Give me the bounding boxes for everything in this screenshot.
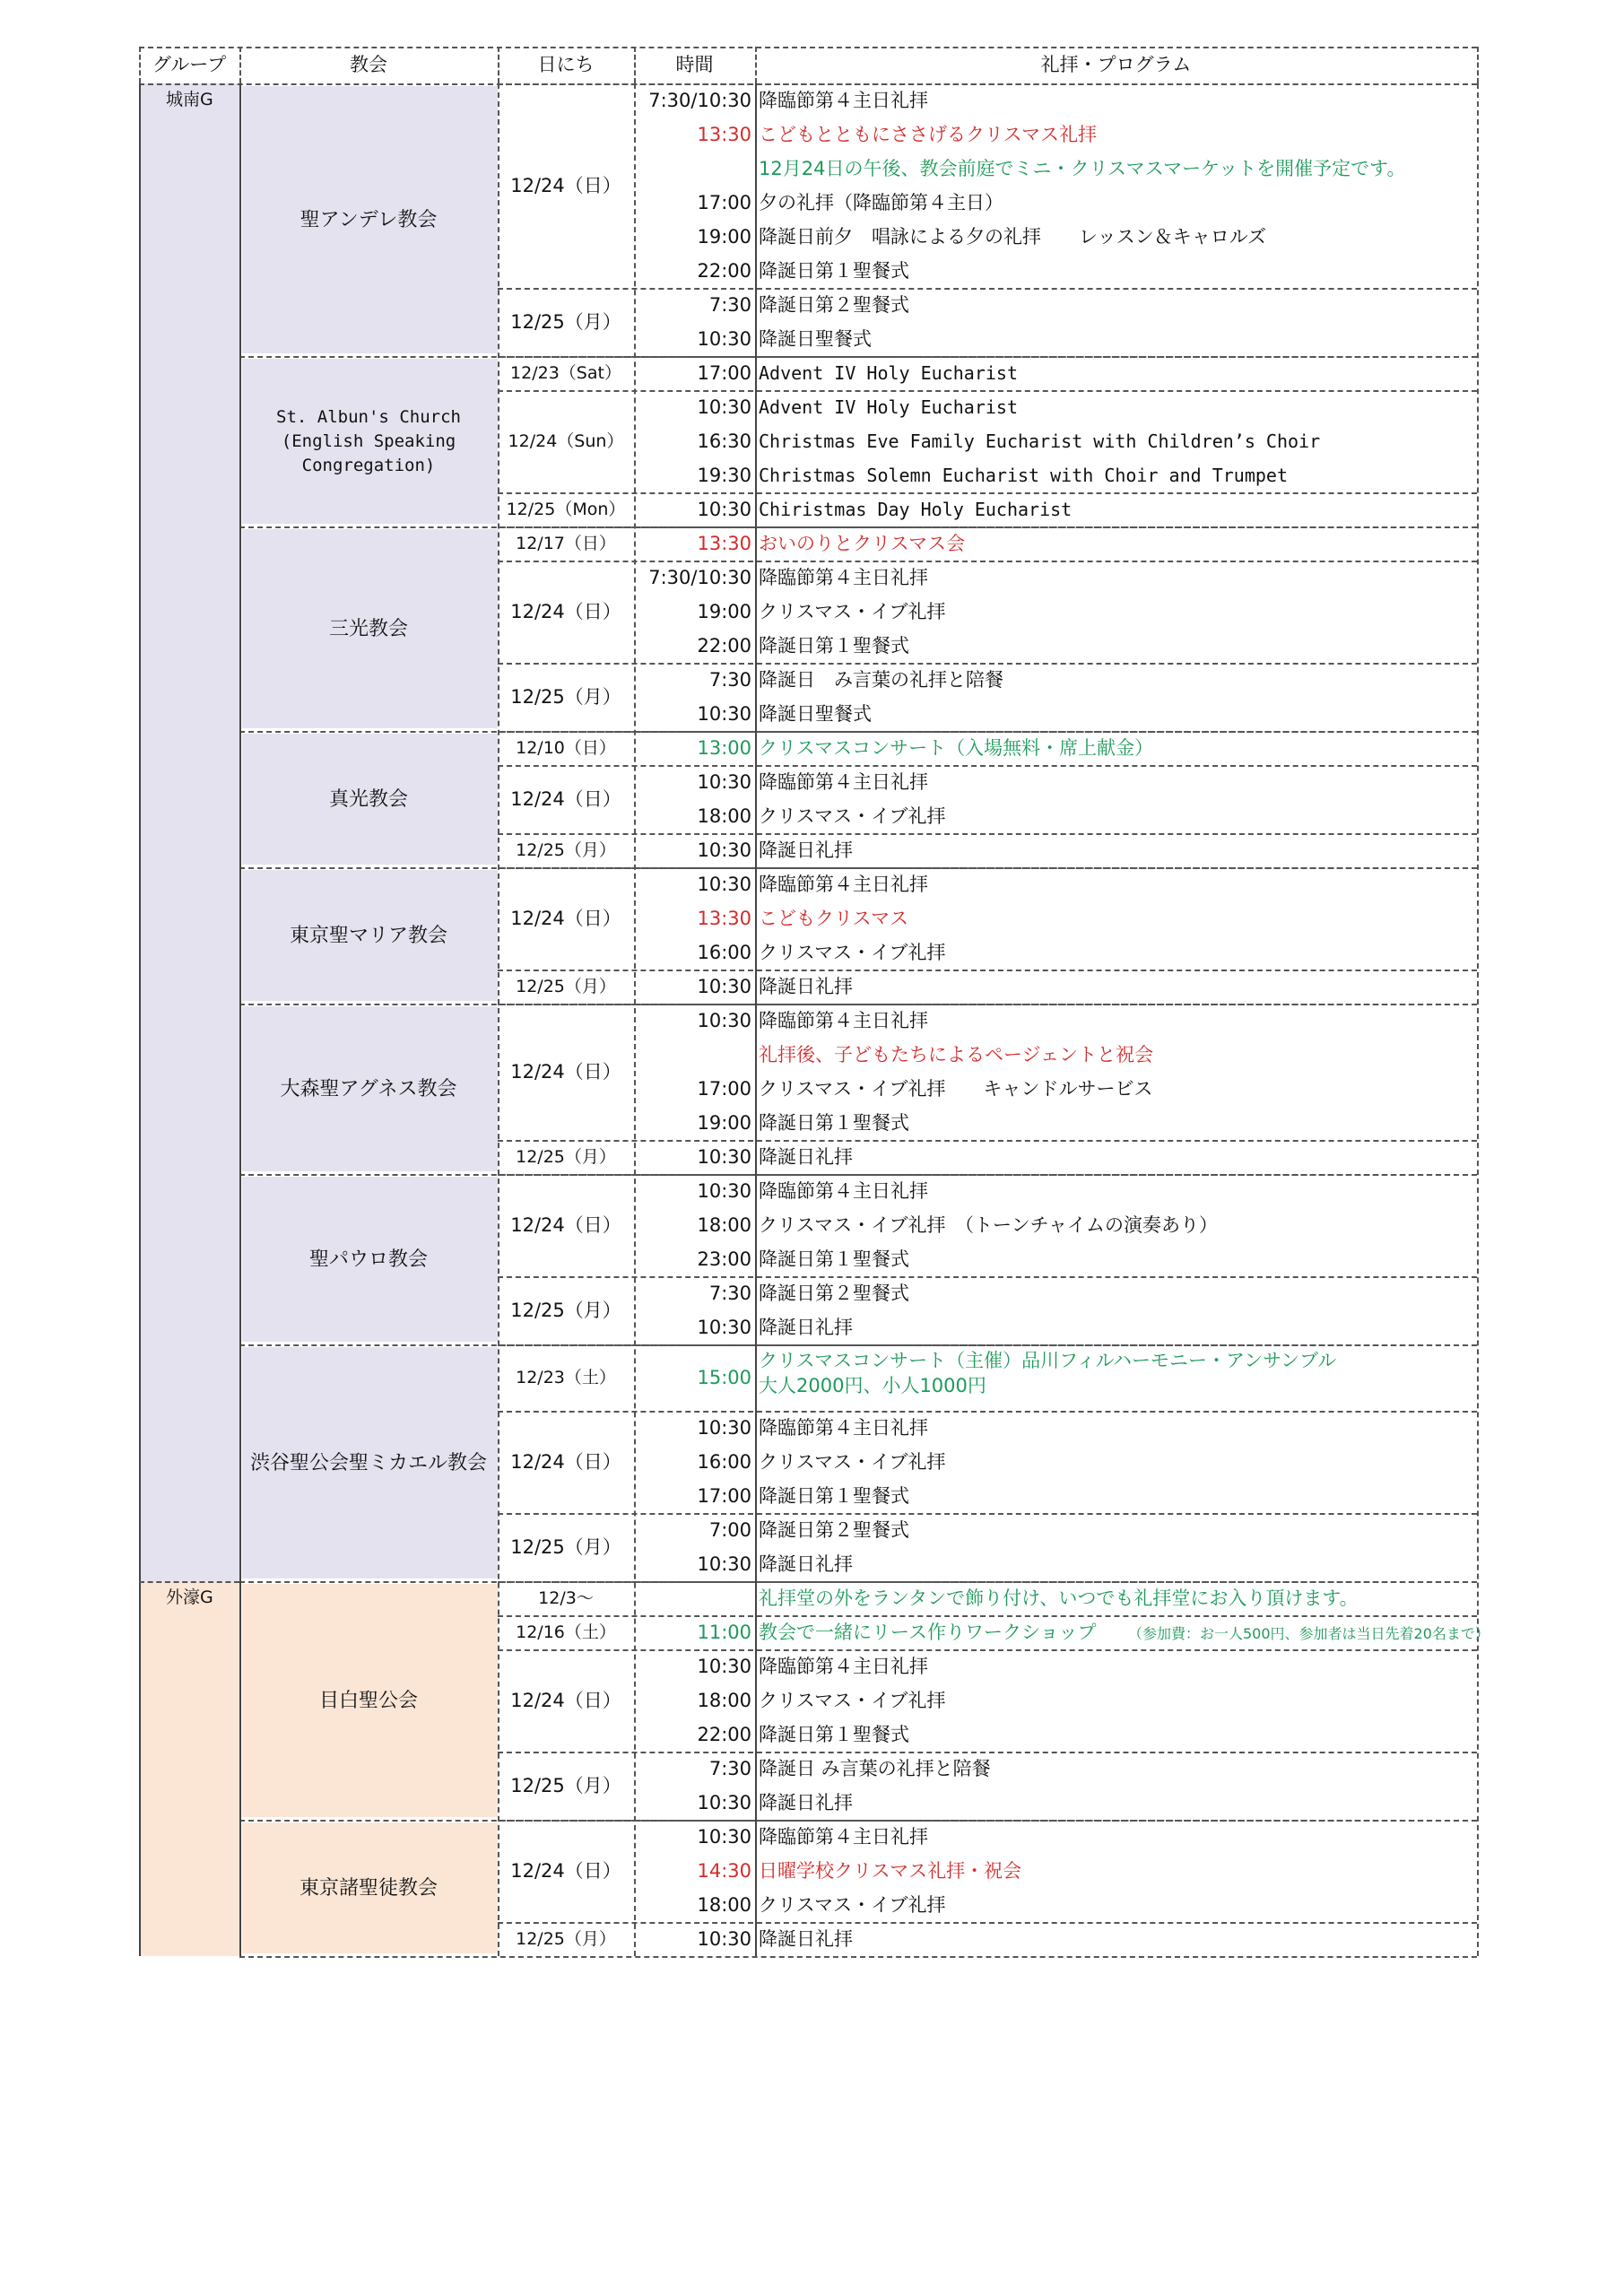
church-name: St. Albun's Church (English Speaking Congregation): [276, 406, 461, 475]
date-cell: 12/16（土）: [516, 1622, 616, 1642]
time-cell: 7:30/10:30: [648, 90, 751, 111]
time-cell: 7:00: [708, 1519, 751, 1541]
program-cell: クリスマスコンサート（主催）品川フィルハーモニー・アンサンブル: [759, 1350, 1337, 1371]
time-cell: 11:00: [697, 1622, 751, 1643]
program-cell: 礼拝堂の外をランタンで飾り付け、いつでも礼拝堂にお入り頂けます。: [759, 1587, 1359, 1609]
time-cell: 10:30: [697, 1146, 751, 1168]
time-cell: 10:30: [697, 1180, 751, 1202]
date-cell: 12/24（Sun）: [508, 431, 624, 451]
church-name: 東京諸聖徒教会: [299, 1876, 438, 1900]
program-cell: 12月24日の午後、教会前庭でミニ・クリスマスマーケットを開催予定です。: [759, 158, 1406, 179]
program-cell: 降臨節第４主日礼拝: [759, 1180, 928, 1202]
program-cell: 礼拝後、子どもたちによるページェントと祝会: [759, 1044, 1154, 1065]
church-name: 真光教会: [328, 787, 408, 811]
program-cell: 降誕日第２聖餐式: [759, 1283, 909, 1304]
program-cell: 降誕日礼拝: [759, 1553, 853, 1575]
date-cell: 12/25（月）: [516, 1147, 616, 1167]
date-divider: [498, 1174, 1477, 1176]
church-name: 目白聖公会: [318, 1689, 418, 1712]
date-divider: [498, 1752, 1477, 1753]
program-cell: 降臨節第４主日礼拝: [759, 1010, 928, 1031]
header-column-divider: [1477, 47, 1479, 83]
church-name: 聖パウロ教会: [308, 1248, 428, 1271]
date-cell: 12/3～: [538, 1588, 594, 1608]
time-cell: 17:00: [697, 192, 751, 213]
time-cell: 22:00: [697, 1724, 751, 1745]
program-cell: 降臨節第４主日礼拝: [759, 1656, 928, 1677]
date-cell: 12/24（日）: [510, 601, 621, 622]
date-divider: [498, 1004, 1477, 1005]
program-cell: 降誕日礼拝: [759, 839, 853, 861]
date-divider: [498, 1140, 1477, 1142]
time-cell: 10:30: [697, 499, 751, 520]
date-cell: 12/24（日）: [510, 1860, 621, 1882]
time-cell: 10:30: [697, 396, 751, 418]
date-divider: [498, 1615, 1477, 1617]
date-cell: 12/25（月）: [510, 1536, 621, 1558]
program-cell: 降誕日第２聖餐式: [759, 1519, 909, 1541]
date-divider: [498, 1411, 1477, 1413]
time-cell: 7:30: [708, 1283, 751, 1304]
time-cell: 10:30: [697, 1826, 751, 1848]
program-cell: 夕の礼拝（降臨節第４主日）: [759, 192, 1003, 213]
church-name: 聖アンデレ教会: [300, 208, 438, 231]
time-cell: 23:00: [697, 1248, 751, 1270]
program-cell: Chiristmas Day Holy Eucharist: [759, 499, 1073, 520]
time-cell: 7:30: [708, 669, 751, 691]
date-cell: 12/17（日）: [516, 534, 616, 553]
program-cell: 降誕日第１聖餐式: [759, 635, 909, 657]
group-left-border: [139, 83, 141, 1956]
time-cell: 7:30: [708, 1758, 751, 1779]
time-cell: 10:30: [697, 1928, 751, 1950]
program-cell: おいのりとクリスマス会: [759, 533, 966, 554]
time-cell: 18:00: [697, 1690, 751, 1711]
date-cell: 12/24（日）: [510, 908, 621, 929]
header-group: グループ: [152, 54, 227, 75]
date-divider: [498, 1922, 1477, 1924]
table-right-border: [1477, 83, 1479, 1956]
program-cell: Christmas Eve Family Eucharist with Children’s Choir: [759, 430, 1321, 452]
program-cell: クリスマス・イブ礼拝: [759, 1894, 946, 1916]
program-cell: 教会で一緒にリース作りワークショップ: [759, 1622, 1097, 1643]
header-date: 日にち: [537, 54, 595, 75]
program-cell: 降臨節第４主日礼拝: [759, 874, 928, 895]
program-cell: クリスマスコンサート（入場無料・席上献金）: [759, 737, 1154, 759]
group-label: 外濠G: [166, 1587, 213, 1607]
date-divider: [498, 867, 1477, 869]
time-cell: 19:00: [697, 601, 751, 622]
program-cell: クリスマス・イブ礼拝: [759, 601, 946, 622]
program-cell: 降誕日第１聖餐式: [759, 260, 909, 282]
program-cell: 降誕日第１聖餐式: [759, 1112, 909, 1134]
header-time: 時間: [675, 54, 714, 75]
program-cell: Advent IV Holy Eucharist: [759, 396, 1018, 418]
time-cell: 15:00: [697, 1367, 751, 1388]
time-cell: 18:00: [697, 1894, 751, 1916]
date-divider: [498, 1820, 1477, 1822]
program-cell: 降誕日第２聖餐式: [759, 294, 909, 316]
time-cell: 22:00: [697, 260, 751, 282]
program-note: （参加費：お一人500円、参加者は当日先着20名まで）: [1128, 1625, 1489, 1642]
date-cell: 12/25（月）: [516, 1929, 616, 1949]
program-cell: 降誕日第１聖餐式: [759, 1248, 909, 1270]
time-cell: 13:30: [697, 908, 751, 929]
program-cell: クリスマス・イブ礼拝: [759, 805, 946, 827]
group-shading: [139, 1581, 239, 1956]
program-cell: クリスマス・イブ礼拝: [759, 1690, 946, 1711]
date-cell: 12/24（日）: [510, 788, 621, 810]
time-cell: 17:00: [697, 1078, 751, 1100]
date-cell: 12/24（日）: [510, 1214, 621, 1236]
program-cell: 降誕日礼拝: [759, 1146, 853, 1168]
time-cell: 17:00: [697, 362, 751, 384]
date-divider: [498, 970, 1477, 971]
time-program-divider: [755, 83, 757, 1956]
date-divider: [498, 561, 1477, 562]
time-cell: 13:30: [697, 533, 751, 554]
time-cell: 18:00: [697, 1214, 751, 1236]
date-divider: [498, 526, 1477, 528]
program-cell: クリスマス・イブ礼拝 キャンドルサービス: [759, 1078, 1153, 1100]
program-cell: こどもクリスマス: [759, 908, 909, 929]
time-cell: 10:30: [697, 976, 751, 997]
time-cell: 16:00: [697, 1451, 751, 1473]
date-cell: 12/24（日）: [510, 175, 621, 196]
date-divider: [498, 833, 1477, 835]
program-cell: 降臨節第４主日礼拝: [759, 90, 928, 111]
program-cell: 降臨節第４主日礼拝: [759, 567, 928, 588]
program-cell: 降誕日第１聖餐式: [759, 1724, 909, 1745]
date-cell: 12/10（日）: [516, 738, 616, 758]
program-cell: 降臨節第４主日礼拝: [759, 771, 928, 793]
date-divider: [498, 1581, 1477, 1583]
date-cell: 12/24（日）: [510, 1690, 621, 1711]
table-top-border: [139, 47, 1477, 48]
program-cell: 降臨節第４主日礼拝: [759, 1417, 928, 1439]
time-cell: 10:30: [697, 771, 751, 793]
date-cell: 12/24（日）: [510, 1061, 621, 1083]
date-cell: 12/25（月）: [510, 686, 621, 708]
program-cell: 降臨節第４主日礼拝: [759, 1826, 928, 1848]
date-divider: [498, 663, 1477, 665]
time-cell: 10:30: [697, 328, 751, 350]
program-cell: 降誕日礼拝: [759, 976, 853, 997]
time-cell: 10:30: [697, 1317, 751, 1338]
program-cell: 降誕日 み言葉の礼拝と陪餐: [759, 669, 1003, 691]
group-label: 城南G: [166, 90, 213, 109]
time-cell: 10:30: [697, 1792, 751, 1813]
date-divider: [498, 1276, 1477, 1278]
header-program: 礼拝・プログラム: [1040, 54, 1192, 75]
program-cell: 降誕日礼拝: [759, 1792, 853, 1813]
church-name: 渋谷聖公会聖ミカエル教会: [249, 1451, 487, 1474]
program-cell: 降誕日 み言葉の礼拝と陪餐: [759, 1758, 991, 1779]
date-cell: 12/25（月）: [510, 311, 621, 333]
group-shading: [139, 83, 239, 1581]
date-divider: [498, 1513, 1477, 1515]
date-cell: 12/25（月）: [510, 1775, 621, 1796]
date-divider: [498, 356, 1477, 358]
time-cell: 10:30: [697, 1417, 751, 1439]
program-cell: こどもとともにささげるクリスマス礼拝: [759, 124, 1098, 145]
time-cell: 10:30: [697, 1553, 751, 1575]
church-name: 三光教会: [328, 617, 408, 640]
header-church: 教会: [350, 54, 387, 75]
date-divider: [498, 731, 1477, 733]
date-divider: [498, 1649, 1477, 1651]
program-cell: クリスマス・イブ礼拝: [759, 942, 946, 963]
program-cell: 降誕日聖餐式: [759, 703, 872, 725]
church-name: 東京聖マリア教会: [289, 924, 447, 947]
time-cell: 10:30: [697, 874, 751, 895]
date-cell: 12/23（土）: [516, 1368, 616, 1387]
program-cell: 降誕日礼拝: [759, 1928, 853, 1950]
program-cell: クリスマス・イブ礼拝 （トーンチャイムの演奏あり）: [759, 1214, 1218, 1236]
time-cell: 22:00: [697, 635, 751, 657]
date-divider: [498, 390, 1477, 392]
program-cell: 降誕日礼拝: [759, 1317, 853, 1338]
group-divider: [139, 1581, 239, 1583]
date-divider: [498, 83, 1477, 85]
time-cell: 17:00: [697, 1485, 751, 1507]
time-cell: 14:30: [697, 1860, 751, 1882]
time-cell: 7:30: [708, 294, 751, 316]
time-cell: 16:00: [697, 942, 751, 963]
time-cell: 18:00: [697, 805, 751, 827]
date-divider: [498, 492, 1477, 494]
time-cell: 10:30: [697, 703, 751, 725]
program-cell: Advent IV Holy Eucharist: [759, 362, 1018, 384]
time-cell: 19:00: [697, 1112, 751, 1134]
time-cell: 13:00: [697, 737, 751, 759]
time-cell: 19:30: [697, 465, 751, 486]
program-cell: Christmas Solemn Eucharist with Choir and Trumpet: [759, 465, 1289, 486]
date-divider: [498, 1344, 1477, 1346]
program-cell: 降誕日第１聖餐式: [759, 1485, 909, 1507]
time-cell: 10:30: [697, 1656, 751, 1677]
program-cell-line2: 大人2000円、小人1000円: [759, 1375, 986, 1396]
program-cell: 降誕日前夕 唱詠による夕の礼拝 レッスン＆キャロルズ: [759, 226, 1267, 248]
church-name: 大森聖アグネス教会: [280, 1077, 457, 1100]
program-cell: クリスマス・イブ礼拝: [759, 1451, 946, 1473]
date-cell: 12/25（月）: [510, 1300, 621, 1321]
date-cell: 12/24（日）: [510, 1451, 621, 1473]
time-cell: 13:30: [697, 124, 751, 145]
time-cell: 19:00: [697, 226, 751, 248]
schedule-table: [139, 47, 1489, 2020]
time-cell: 16:30: [697, 430, 751, 452]
date-divider: [498, 288, 1477, 290]
time-cell: 10:30: [697, 1010, 751, 1031]
program-cell: 日曜学校クリスマス礼拝・祝会: [759, 1860, 1022, 1882]
date-cell: 12/23（Sat）: [510, 363, 621, 383]
time-cell: 10:30: [697, 839, 751, 861]
program-cell: 降誕日聖餐式: [759, 328, 872, 350]
time-cell: 7:30/10:30: [648, 567, 751, 588]
date-divider: [498, 765, 1477, 767]
date-cell: 12/25（Mon）: [506, 500, 626, 519]
table-bottom-border: [239, 1956, 1477, 1958]
date-cell: 12/25（月）: [516, 977, 616, 996]
date-cell: 12/25（月）: [516, 840, 616, 860]
